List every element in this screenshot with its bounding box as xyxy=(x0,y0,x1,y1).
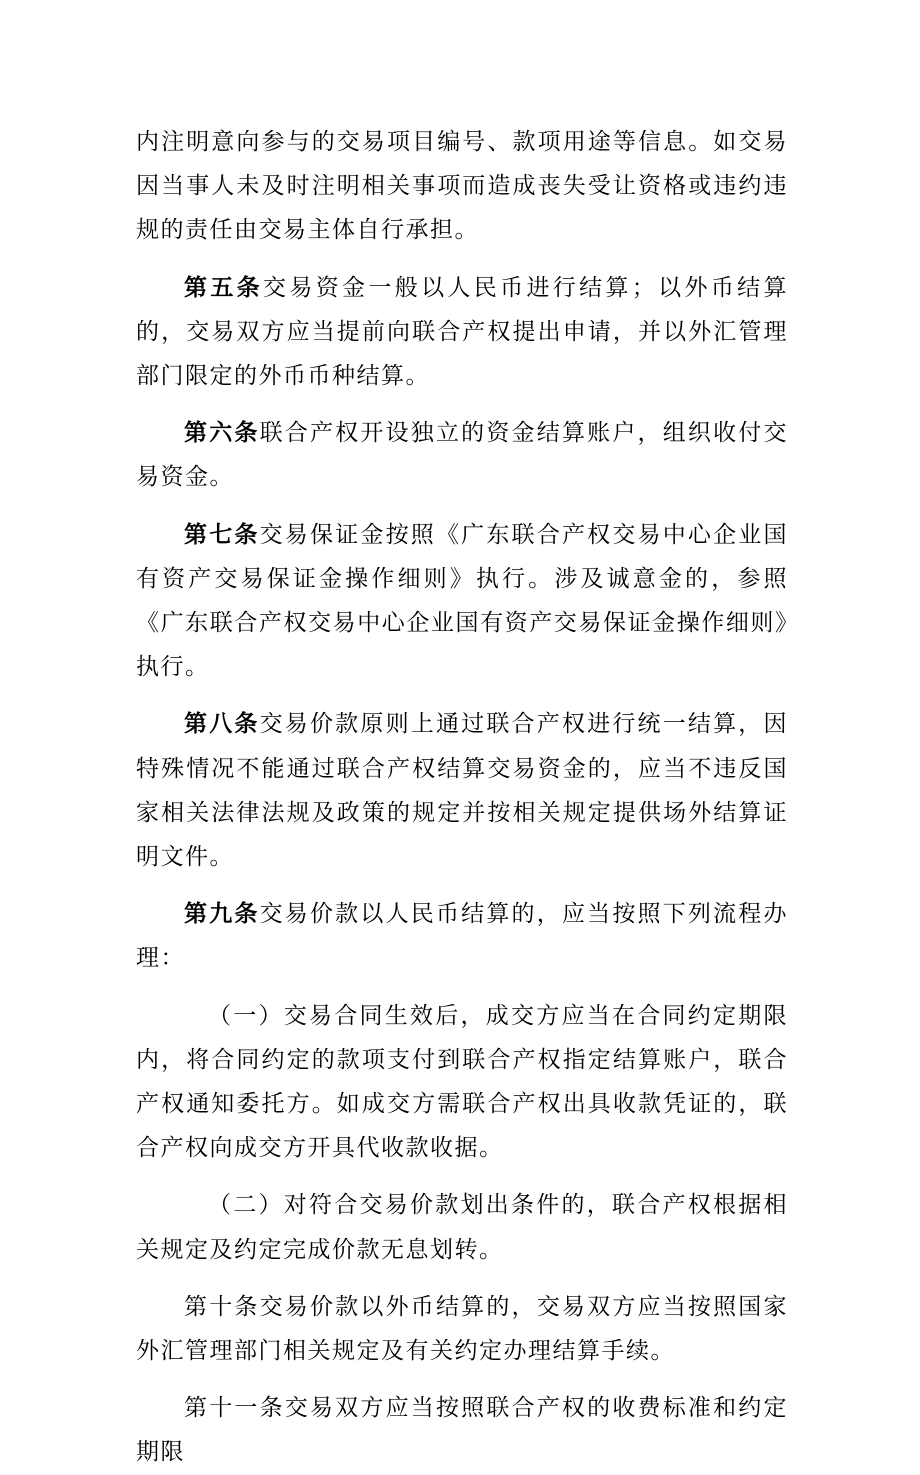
paragraph-text: 内注明意向参与的交易项目编号、款项用途等信息。如交易因当事人未及时注明相关事项而造成丧失受让资格或违约违规的责任由交易主体自行承担。 xyxy=(136,129,788,244)
article-11-paragraph xyxy=(136,1386,788,1474)
article-8-paragraph xyxy=(136,702,788,879)
paragraph-text: 交易价款以人民币结算的，应当按照下列流程办理： xyxy=(136,901,789,972)
article-heading: 第九条 xyxy=(184,900,260,928)
article-heading: 第六条 xyxy=(184,419,260,447)
article-9-paragraph xyxy=(136,892,788,980)
article-6-paragraph xyxy=(136,411,788,499)
paragraph-text: 交易价款原则上通过联合产权进行统一结算，因特殊情况不能通过联合产权结算交易资金的，应当不违反国家相关法律法规及政策的规定并按相关规定提供场外结算证明文件。 xyxy=(136,711,789,871)
paragraph-text: 交易保证金按照《广东联合产权交易中心企业国有资产交易保证金操作细则》执行。涉及诚意金的，参照《广东联合产权交易中心企业国有资产交易保证金操作细则》执行。 xyxy=(136,521,789,681)
paragraph-text: 交易资金一般以人民币进行结算；以外币结算的，交易双方应当提前向联合产权提出申请，并以外汇管理部门限定的外币币种结算。 xyxy=(136,274,789,390)
article-heading: 第五条 xyxy=(184,273,264,301)
article-5-paragraph xyxy=(136,266,788,399)
paragraph-text: 第十条交易价款以外币结算的，交易双方应当按照国家外汇管理部门相关规定及有关约定办理结算手续。 xyxy=(136,1293,788,1365)
article-9-item-1 xyxy=(136,994,788,1171)
document-body xyxy=(136,120,788,1475)
paragraph-text: 第十一条交易双方应当按照联合产权的收费标准和约定期限 xyxy=(136,1395,788,1466)
article-heading: 第八条 xyxy=(184,710,260,738)
paragraph-text: （二）对符合交易价款划出条件的，联合产权根据相关规定及约定完成价款无息划转。 xyxy=(136,1192,788,1263)
article-7-paragraph xyxy=(136,513,788,690)
paragraph-continuation xyxy=(136,120,788,253)
article-heading: 第七条 xyxy=(184,520,260,548)
article-9-item-2 xyxy=(136,1183,788,1271)
paragraph-text: 联合产权开设独立的资金结算账户，组织收付交易资金。 xyxy=(136,420,789,491)
paragraph-text: （一）交易合同生效后，成交方应当在合同约定期限内，将合同约定的款项支付到联合产权指定结算账户，联合产权通知委托方。如成交方需联合产权出具收款凭证的，联合产权向成交方开具代收款收据。 xyxy=(136,1002,788,1162)
article-10-paragraph xyxy=(136,1285,788,1373)
